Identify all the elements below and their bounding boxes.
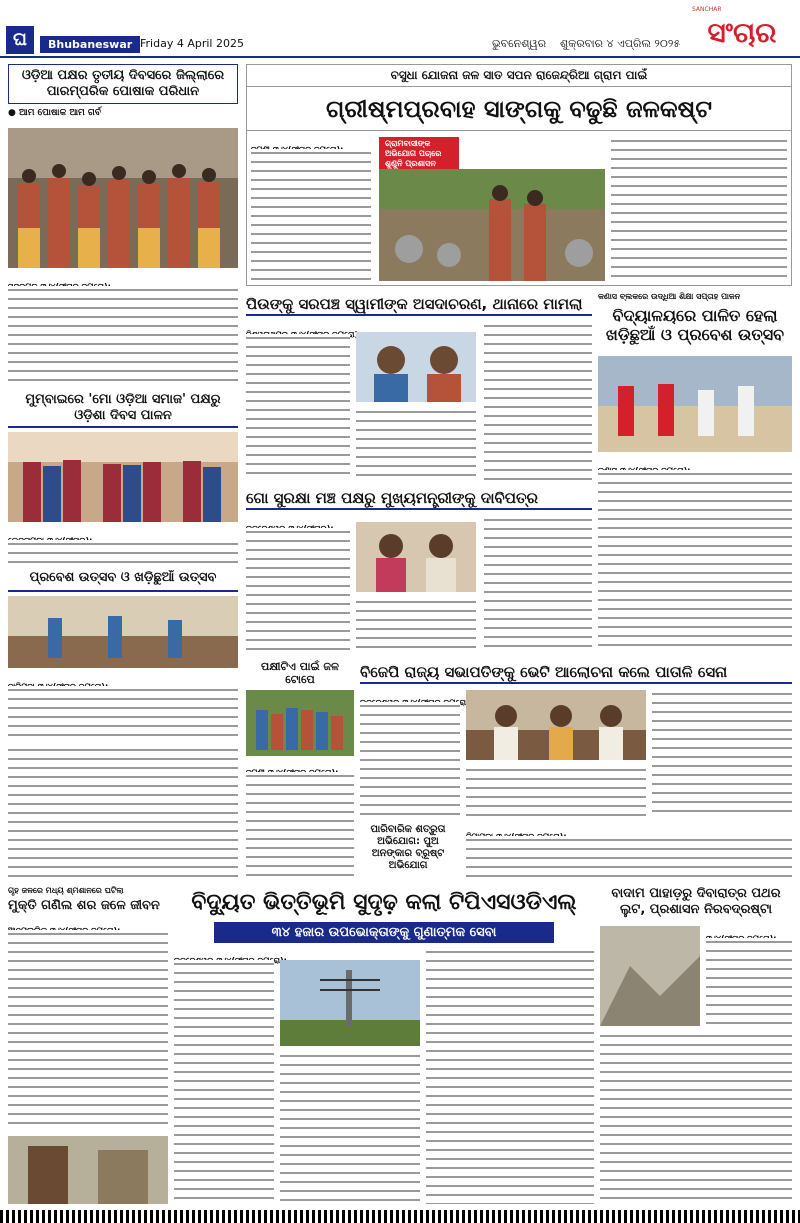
story-school [598, 292, 792, 652]
masthead [0, 0, 800, 58]
photo-sarpanch [356, 332, 476, 402]
body-text [484, 322, 592, 480]
newspaper-logo [692, 6, 792, 54]
body-text [706, 938, 792, 1026]
body-text [8, 286, 238, 386]
story-costume [8, 64, 238, 564]
headline-mumbai: ମୁମ୍ବାଇରେ 'ମୋ ଓଡ଼ିଆ ସମାଜ' ପକ୍ଷରୁ ଓଡ଼ିଶା ଦିବସ ପାଳନ [25, 392, 221, 423]
photo-stone [600, 926, 700, 1026]
headline: ଓଡ଼ିଆ ପକ୍ଷର ତୃତୀୟ ଦିବସରେ ଜିଲ୍ଲାରେ ପାରମ୍ପରିକ ପୋଷାକ ପରିଧାନ [8, 64, 238, 104]
headline-stone: ବାଦାମ ପାହାଡ଼ରୁ ଦିବାରାତ୍ର ପଥର ଲୁଟ, ପ୍ରଶାସନ ନିରବଦ୍ରଷ୍ଟା [611, 886, 781, 917]
body-text [600, 1032, 792, 1204]
photo-mumbai [8, 432, 238, 522]
body-text [8, 930, 168, 1130]
body-text [280, 1052, 420, 1204]
photo-birds-svg [246, 690, 354, 756]
label-water [379, 137, 459, 171]
body-text [466, 836, 792, 878]
headline-allegation: ପାରିବାରିକ ଶତ୍ରୁତା ଅଭିଯୋଗ: ପୁଅ ଅନଙ୍କାର ବ୍ରୂଷ୍ଟ ଅଭିଯୋଗ [370, 824, 446, 871]
photo-mumbai-svg [8, 432, 238, 522]
body-text [356, 598, 476, 652]
body-text [8, 686, 238, 738]
kicker-school: କଣାସ ବ୍ଲକରେ ଉଦ୍ଧିଆ ଶିକ୍ଷା ସପ୍ତାହ ପାଳନ [598, 292, 741, 301]
story-water [246, 64, 792, 286]
story-sarpanch [246, 292, 592, 480]
headline-bjp: ବିଜେପି ରାଜ୍ୟ ସଭାପତିଙ୍କୁ ଭେଟି ଆଲୋଚନା କଲେ ପାତାଳି ସେନା [360, 660, 792, 684]
body-text [174, 960, 274, 1204]
photo-costume-svg [8, 128, 238, 268]
photo-entry-svg [8, 596, 238, 668]
story-stone [600, 886, 792, 1204]
photo-costume [8, 128, 238, 268]
body-text [356, 408, 476, 480]
photo-cow [356, 522, 476, 592]
photo-sarpanch-svg [356, 332, 476, 402]
logo-tag: SANCHAR [692, 6, 722, 13]
headline-power: ବିଦ୍ୟୁତ ଭିତ୍ତିଭୂମି ସୁଦୃଢ଼ କଲା ଟିପିଏସଓଡିଏଲ୍ [191, 890, 577, 915]
headline-birds: ପକ୍ଷୀଟିଏ ପାଇଁ ଜଳ ଟୋପେ [261, 660, 339, 687]
city-en: Bhubaneswar [40, 36, 140, 53]
body-text [8, 540, 238, 564]
story-allegation [360, 824, 792, 878]
body-text [598, 470, 792, 652]
story-birds [246, 660, 354, 878]
subhead-power: ୩୪ ହଜାର ଉପଭୋକ୍ତାଙ୍କୁ ଗୁଣାତ୍ମକ ସେବା [214, 922, 554, 943]
date-or: ଶୁକ୍ରବାର ୪ ଏପ୍ରିଲ ୨୦୨୫ [560, 37, 681, 50]
city-or: ଭୁବନେଶ୍ୱର [492, 37, 547, 50]
body-text [426, 948, 594, 1204]
photo-stone-svg [600, 926, 700, 1026]
date-en: Friday 4 April 2025 [140, 37, 244, 50]
story-bjp [360, 660, 792, 818]
photo-fire-svg [8, 1136, 168, 1204]
headline-water: ଗ୍ରୀଷ୍ମପ୍ରବାହ ସାଙ୍ଗକୁ ବଢୁଛି ଜଳକଷ୍ଟ [247, 87, 791, 131]
kicker-water: ବସୁଧା ଯୋଜନା ଜଳ ସାତ ସପନ ରାଜେନ୍ଦ୍ରିଆ ଗ୍ରାମ ପାଇଁ [247, 65, 791, 87]
body-text [360, 702, 460, 818]
photo-bjp [466, 690, 646, 760]
registration-strip [0, 1210, 800, 1223]
body-text [652, 690, 792, 818]
photo-power [280, 960, 420, 1046]
body-text [246, 772, 354, 878]
body-text [246, 334, 350, 480]
photo-cow-svg [356, 522, 476, 592]
story-fire [8, 746, 238, 878]
headline-cow: ଗୋ ସୁରକ୍ଷା ମଞ୍ଚ ପକ୍ଷରୁ ମୁଖ୍ୟମନ୍ତ୍ରୀଙ୍କୁ ଦାବିପତ୍ର [246, 486, 592, 510]
body-text [246, 528, 350, 652]
headline-school: ବିଦ୍ୟାଳୟରେ ପାଳିତ ହେଲା ଖଡ଼ିଛୁଆଁ ଓ ପ୍ରବେଶ ଉତ୍ସବ [605, 306, 785, 345]
body-text [611, 137, 787, 281]
body-text [484, 516, 592, 652]
story-power [174, 886, 594, 1204]
photo-bjp-svg [466, 690, 646, 760]
headline-sarpanch: ପିଉଙ୍କୁ ସରପଞ୍ଚ ସ୍ୱାମୀଙ୍କ ଅସଦାଚରଣ, ଥାନାରେ ମାମଲା [246, 292, 592, 316]
headline-entry: ପ୍ରବେଶ ଉତ୍ସବ ଓ ଖଡ଼ିଛୁଆଁ ଉତ୍ସବ [8, 570, 238, 592]
story-entry [8, 570, 238, 738]
photo-school [598, 356, 792, 452]
headline-fire: ମୁକ୍ତି ଗଣିଲ ଶର ଜଳେ ଜୀବନ [8, 898, 160, 913]
body-text [251, 149, 371, 281]
photo-water-svg [379, 169, 605, 281]
photo-power-svg [280, 960, 420, 1046]
kicker-fire: ଗୃହ ଜଳରେ ମଧ୍ୟ ଶ୍ମଶାନରେ ଘଟିଲା [8, 886, 124, 895]
logo-text: ସଂଚାର [707, 16, 777, 49]
body-text [466, 766, 646, 818]
divider [8, 426, 238, 428]
photo-fire [8, 1136, 168, 1204]
page-letter: ଘ [6, 26, 34, 54]
story-fire-2 [8, 886, 168, 1204]
tag: ● ଆମ ପୋଷାକ ଆମ ଗର୍ବ [8, 108, 101, 118]
label-bar: ଗ୍ରାମବାସୀଙ୍କ ଅଭିଯୋଗ ପଚାରେ ଶୁଣୁନି ପ୍ରଶାସନ [379, 137, 459, 171]
body-text [8, 746, 238, 878]
story-cow [246, 486, 592, 652]
photo-entry [8, 596, 238, 668]
photo-water [379, 169, 605, 281]
photo-school-svg [598, 356, 792, 452]
photo-birds [246, 690, 354, 756]
